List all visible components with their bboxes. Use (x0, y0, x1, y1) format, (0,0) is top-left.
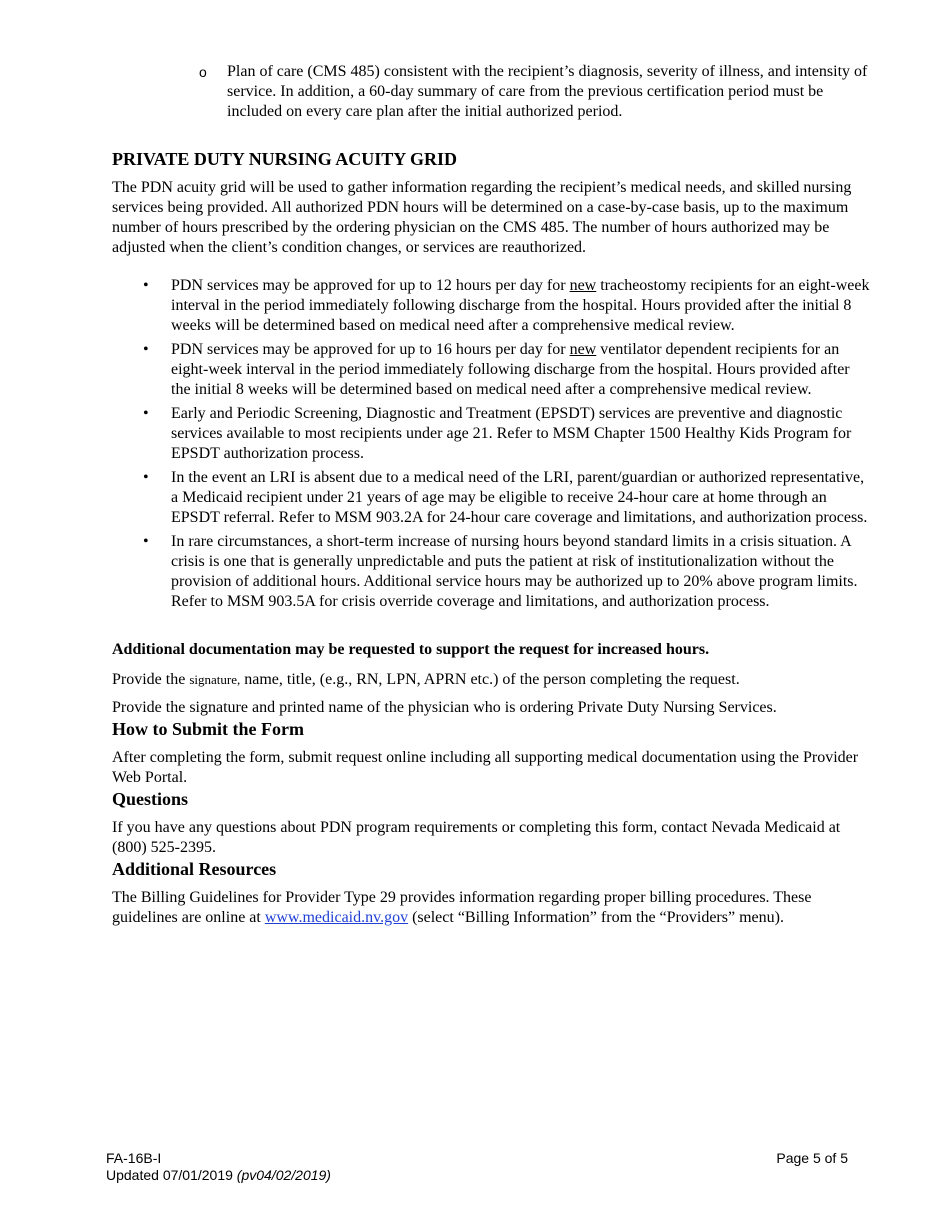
bullet-marker: • (143, 469, 149, 486)
bullet-text: In the event an LRI is absent due to a medical need of the LRI, parent/guardian or authorized representative, a Medicaid recipient under 21 years of age may be eligible to receive 24-hour care at home through an EPSDT referral. Refer to MSM 903.2A for 24-hour care coverage and limitations, and authorization process. (171, 469, 868, 526)
list-item (112, 468, 872, 528)
acuity-bullet-list (112, 276, 872, 612)
resources-text-before: The Billing Guidelines for Provider Type 29 provides information regarding proper billing procedures. These guidelines are online at (112, 889, 812, 926)
bullet-text: PDN services may be approved for up to 12 hours per day for (171, 277, 570, 294)
medicaid-website-link[interactable]: www.medicaid.nv.gov (264, 909, 409, 926)
sub-bullet-plan-of-care (112, 62, 872, 122)
list-item (112, 340, 872, 400)
version-label: (pv04/02/2019) (236, 1167, 331, 1183)
sub-bullet-marker: o (199, 64, 207, 80)
doc-text-small: signature, (189, 672, 241, 687)
bullet-text: tracheostomy recipients for an eight-week interval in the period immediately following discharge from the hospital. Hours provided after the initial 8 weeks will be determined based on medical need after a comprehensive medical review. (171, 277, 870, 334)
bullet-marker: • (143, 341, 149, 358)
list-item (112, 276, 872, 336)
bullet-marker: • (143, 533, 149, 550)
submit-text: After completing the form, submit request online including all supporting medical documentation using the Provider Web Portal. (112, 749, 859, 786)
list-item (112, 404, 872, 464)
bullet-text: In rare circumstances, a short-term increase of nursing hours beyond standard limits in a crisis situation. A crisis is one that is generally unpredictable and puts the patient at risk of institutionalization without the provision of additional hours. Additional service hours may be authorized up to 20% above program limits. Refer to MSM 903.5A for crisis override coverage and limitations, and authorization process. (171, 533, 858, 610)
documentation-note: Additional documentation may be requested to support the request for increased hours. (112, 641, 710, 658)
document-page (112, 62, 872, 928)
questions-heading: Questions (112, 789, 189, 809)
bullet-marker: • (143, 405, 149, 422)
acuity-grid-intro: The PDN acuity grid will be used to gather information regarding the recipient’s medical needs, and skilled nursing services being provided. All authorized PDN hours will be determined on a case-by-case basis, up to the maximum number of hours prescribed by the ordering physician on the CMS 485. The number of hours authorized may be adjusted when the client’s condition changes, or services are reauthorized. (112, 179, 852, 256)
documentation-line-physician: Provide the signature and printed name of the physician who is ordering Private Duty Nursing Services. (112, 699, 777, 716)
resources-text (112, 888, 872, 928)
underlined-word: new (569, 341, 597, 358)
underlined-word: new (569, 277, 597, 294)
bullet-text: Early and Periodic Screening, Diagnostic and Treatment (EPSDT) services are preventive and diagnostic services available to most recipients under age 21. Refer to MSM Chapter 1500 Healthy Kids Program for EPSDT authorization process. (171, 405, 852, 462)
documentation-line-preparer (112, 670, 872, 690)
updated-date: Updated 07/01/2019 (106, 1167, 237, 1183)
acuity-grid-heading: PRIVATE DUTY NURSING ACUITY GRID (112, 149, 458, 169)
resources-heading: Additional Resources (112, 859, 277, 879)
doc-text: name, title, (e.g., RN, LPN, APRN etc.) of the person completing the request. (240, 671, 740, 688)
resources-text-after: (select “Billing Information” from the “Providers” menu). (408, 909, 784, 926)
form-id: FA-16B-I (106, 1150, 162, 1166)
bullet-text: PDN services may be approved for up to 16 hours per day for (171, 341, 570, 358)
sub-bullet-text: Plan of care (CMS 485) consistent with the recipient’s diagnosis, severity of illness, and intensity of service. In addition, a 60-day summary of care from the previous certification period must be included on every care plan after the initial authorized period. (227, 63, 868, 120)
doc-text: Provide the (112, 671, 190, 688)
page-footer (106, 1150, 848, 1184)
page-number: Page 5 of 5 (776, 1150, 848, 1166)
updated-line (106, 1167, 848, 1184)
questions-text: If you have any questions about PDN program requirements or completing this form, contact Nevada Medicaid at (800) 525-2395. (112, 819, 841, 856)
bullet-text: ventilator dependent recipients for an eight-week interval in the period immediately following discharge from the hospital. Hours provided after the initial 8 weeks will be determined based on medical need after a comprehensive medical review. (171, 341, 850, 398)
bullet-marker: • (143, 277, 149, 294)
submit-heading: How to Submit the Form (112, 719, 304, 739)
list-item (112, 532, 872, 612)
